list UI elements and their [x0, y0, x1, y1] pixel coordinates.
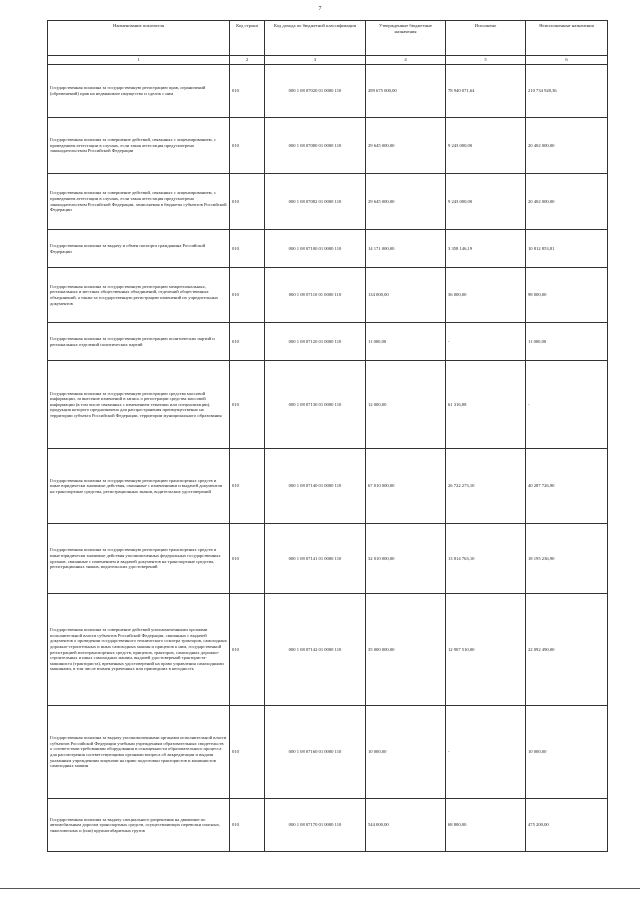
income-code-cell: 000 1 08 07100 01 0000 110: [265, 230, 366, 268]
executed-amount-cell: -: [446, 706, 526, 799]
remaining-amount-cell: 18 195 236,90: [526, 524, 608, 594]
line-code-cell: 010: [230, 361, 265, 449]
income-code-cell: 000 1 08 07140 01 0000 110: [265, 449, 366, 524]
budget-execution-table: [47, 20, 608, 852]
income-code-cell: 000 1 08 07110 01 0000 110: [265, 268, 366, 323]
column-number-row: [48, 56, 608, 65]
executed-amount-cell: 36 000,00: [446, 268, 526, 323]
remaining-amount-cell: 10 000,00: [526, 706, 608, 799]
executed-amount-cell: 13 814 763,10: [446, 524, 526, 594]
table-body: [48, 65, 608, 852]
line-code-cell: 010: [230, 594, 265, 706]
approved-amount-cell: 11 000,00: [366, 323, 446, 361]
header-executed: Исполнено: [446, 21, 526, 56]
line-code-cell: 010: [230, 706, 265, 799]
column-number: 2: [230, 56, 265, 65]
remaining-amount-cell: 11 000,00: [526, 323, 608, 361]
header-remaining: Неисполненные назначения: [526, 21, 608, 56]
remaining-amount-cell: 210 734 928,36: [526, 65, 608, 118]
table-row: [48, 268, 608, 323]
approved-amount-cell: 134 000,00: [366, 268, 446, 323]
executed-amount-cell: 61 316,88: [446, 361, 526, 449]
approved-amount-cell: 14 171 000,00: [366, 230, 446, 268]
remaining-amount-cell: 22 092 490,00: [526, 594, 608, 706]
page-number: 7: [318, 6, 322, 12]
header-indicator-name: Наименование показателя: [48, 21, 230, 56]
table-row: [48, 449, 608, 524]
line-code-cell: 010: [230, 524, 265, 594]
line-code-cell: 010: [230, 174, 265, 230]
line-code-cell: 010: [230, 65, 265, 118]
indicator-name-cell: Государственная пошлина за выдачу специального разрешения на движение по автомобильным дорогам транспортных средств, осуществляющих перевозки опасных, тяжеловесных и (или) крупногабаритных грузов: [48, 799, 230, 852]
column-number: 1: [48, 56, 230, 65]
approved-amount-cell: 10 000,00: [366, 706, 446, 799]
executed-amount-cell: 3 358 146,19: [446, 230, 526, 268]
indicator-name-cell: Государственная пошлина за совершение действий уполномоченными органами исполнительной власти субъектов Российской Федерации, связанных с выдачей документов о проведении государственного технического осмотра тракторов, самоходных дорожно-строительных и иных самоходных машин и прицепов к ним, государственной регистрацией мототранспортных средств, прицепов, тракторов, самоходных дорожно-строительных и иных самоходных машин, выдачей удостоверений тракториста-машиниста (тракториста), временных удостоверений на право управления самоходными машинами, в том числе взамен утраченных или пришедших в негодность: [48, 594, 230, 706]
approved-amount-cell: 29 645 000,00: [366, 174, 446, 230]
indicator-name-cell: Государственная пошлина за выдачу уполномоченными органами исполнительной власти субъектов Российской Федерации учебным учреждениям образовательных свидетельств о соответствии требованиям оборудования и оснащенности образовательного процесса для рассмотрения соответствующими органами вопроса об аккредитации и выдачи указанным учреждениям лицензии на право подготовки трактористов и машинистов самоходных машин: [48, 706, 230, 799]
indicator-name-cell: Государственная пошлина за государственную регистрацию межрегиональных, региональных и местных общественных объединений, отделений общественных объединений, а также за государственную регистрацию изменений их учредительных документов: [48, 268, 230, 323]
column-number: 4: [366, 56, 446, 65]
column-number: 3: [265, 56, 366, 65]
income-code-cell: 000 1 08 07020 01 0000 110: [265, 65, 366, 118]
table-row: [48, 118, 608, 174]
line-code-cell: 010: [230, 268, 265, 323]
indicator-name-cell: Государственная пошлина за совершение действий, связанных с лицензированием, с проведением аттестации в случаях, если такая аттестация предусмотрена законодательством Российской Федерации: [48, 118, 230, 174]
approved-amount-cell: 67 010 000,00: [366, 449, 446, 524]
table-row: [48, 799, 608, 852]
income-code-cell: 000 1 08 07160 01 0000 110: [265, 706, 366, 799]
executed-amount-cell: 12 907 510,00: [446, 594, 526, 706]
indicator-name-cell: Государственная пошлина за государственную регистрацию средства массовой информации, за внесение изменений в запись о регистрации средства массовой информации (в том числе связанных с изменением тематики или специализации), продукция которого предназначена для распространения преимущественно на территории субъекта Российской Федерации, территории муниципального образования: [48, 361, 230, 449]
income-code-cell: 000 1 08 07120 01 0000 110: [265, 323, 366, 361]
table-row: [48, 65, 608, 118]
indicator-name-cell: Государственная пошлина за совершение действий, связанных с лицензированием, с проведением аттестации в случаях, если такая аттестация предусмотрена законодательством Российской Федерации, зачисляемая в бюджеты субъектов Российской Федерации: [48, 174, 230, 230]
approved-amount-cell: 29 645 000,00: [366, 118, 446, 174]
column-number: 5: [446, 56, 526, 65]
remaining-amount-cell: 20 402 000,00: [526, 174, 608, 230]
executed-amount-cell: 68 800,00: [446, 799, 526, 852]
income-code-cell: 000 1 08 07170 01 0000 110: [265, 799, 366, 852]
remaining-amount-cell: -: [526, 361, 608, 449]
remaining-amount-cell: 10 812 853,81: [526, 230, 608, 268]
line-code-cell: 010: [230, 118, 265, 174]
approved-amount-cell: 12 000,00: [366, 361, 446, 449]
line-code-cell: 010: [230, 449, 265, 524]
executed-amount-cell: -: [446, 323, 526, 361]
executed-amount-cell: 26 722 273,10: [446, 449, 526, 524]
remaining-amount-cell: 20 402 000,00: [526, 118, 608, 174]
remaining-amount-cell: 40 287 726,90: [526, 449, 608, 524]
table-row: [48, 706, 608, 799]
line-code-cell: 010: [230, 799, 265, 852]
line-code-cell: 010: [230, 230, 265, 268]
page-bottom-rule: [0, 888, 640, 889]
indicator-name-cell: Государственная пошлина за государственную регистрацию прав, ограничений (обременений) прав на недвижимое имущество и сделок с ним: [48, 65, 230, 118]
remaining-amount-cell: 98 000,00: [526, 268, 608, 323]
approved-amount-cell: 35 000 000,00: [366, 594, 446, 706]
table-row: [48, 230, 608, 268]
line-code-cell: 010: [230, 323, 265, 361]
indicator-name-cell: Государственная пошлина за государственную регистрацию транспортных средств и иные юридически значимые действия уполномоченных федеральных государственных органов, связанные с изменением и выдачей документов на транспортные средства, регистрационных знаков, водительских удостоверений: [48, 524, 230, 594]
indicator-name-cell: Государственная пошлина за выдачу и обмен паспорта гражданина Российской Федерации: [48, 230, 230, 268]
header-row: [48, 21, 608, 56]
executed-amount-cell: 78 940 071,64: [446, 65, 526, 118]
header-income-code: Код дохода по бюджетной классификации: [265, 21, 366, 56]
approved-amount-cell: 32 010 000,00: [366, 524, 446, 594]
executed-amount-cell: 9 243 000,00: [446, 118, 526, 174]
header-approved: Утвержденные бюджетные назначения: [366, 21, 446, 56]
indicator-name-cell: Государственная пошлина за государственную регистрацию транспортных средств и иные юридически значимые действия, связанные с изменениями и выдачей документов на транспортные средства, регистрационных знаков, водительских удостоверений: [48, 449, 230, 524]
approved-amount-cell: 289 675 000,00: [366, 65, 446, 118]
table-row: [48, 524, 608, 594]
column-number: 6: [526, 56, 608, 65]
executed-amount-cell: 9 243 000,00: [446, 174, 526, 230]
income-code-cell: 000 1 08 07141 01 0000 110: [265, 524, 366, 594]
table-row: [48, 323, 608, 361]
table-row: [48, 174, 608, 230]
table-row: [48, 594, 608, 706]
approved-amount-cell: 544 000,00: [366, 799, 446, 852]
income-code-cell: 000 1 08 07082 01 0000 110: [265, 174, 366, 230]
income-code-cell: 000 1 08 07080 01 0000 110: [265, 118, 366, 174]
income-code-cell: 000 1 08 07142 01 0000 110: [265, 594, 366, 706]
remaining-amount-cell: 475 200,00: [526, 799, 608, 852]
income-code-cell: 000 1 08 07130 01 0000 110: [265, 361, 366, 449]
header-line-code: Код строки: [230, 21, 265, 56]
table-row: [48, 361, 608, 449]
indicator-name-cell: Государственная пошлина за государственную регистрацию политических партий и региональных отделений политических партий: [48, 323, 230, 361]
